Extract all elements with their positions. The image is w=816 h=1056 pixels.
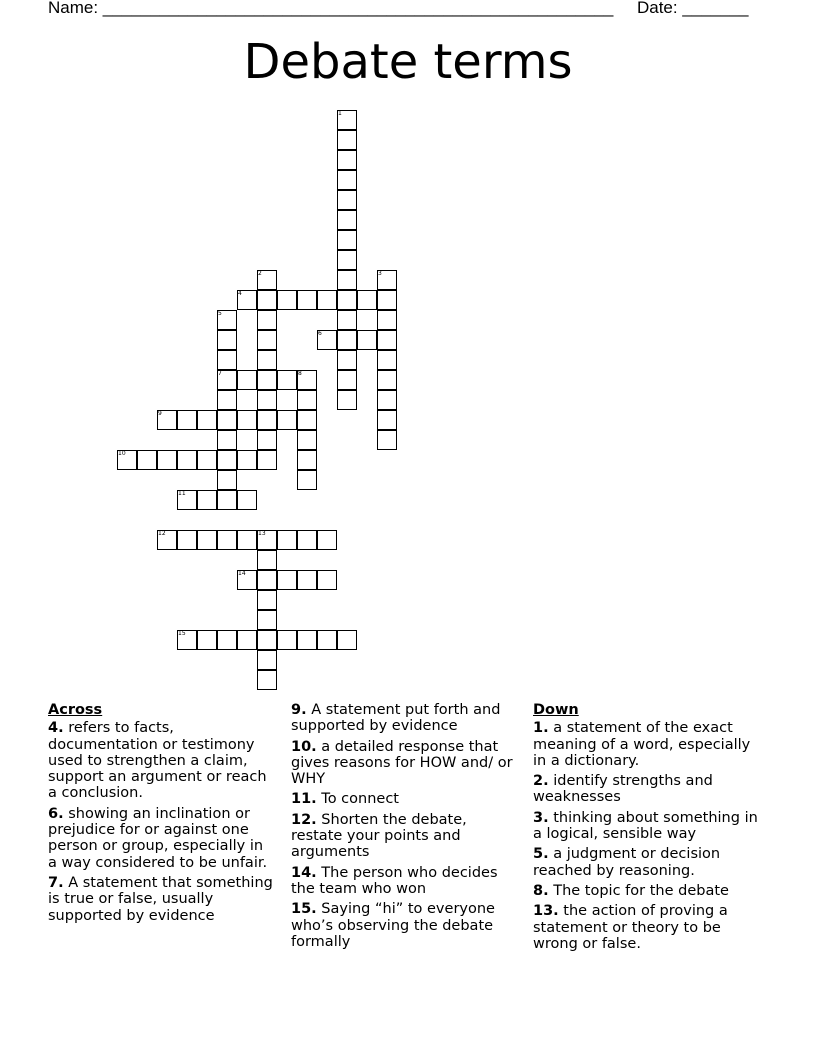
cell-number: 13 (258, 530, 266, 537)
grid-cell[interactable] (197, 410, 217, 430)
grid-cell[interactable] (137, 450, 157, 470)
grid-cell[interactable] (197, 490, 217, 510)
grid-cell[interactable] (237, 370, 257, 390)
grid-cell[interactable] (317, 290, 337, 310)
grid-cell[interactable] (217, 450, 237, 470)
grid-cell[interactable] (217, 350, 237, 370)
cell-number: 2 (258, 270, 262, 277)
cell-number: 5 (218, 310, 222, 317)
grid-cell[interactable] (277, 410, 297, 430)
grid-cell[interactable] (217, 530, 237, 550)
clue-text: Saying “hi” to everyone who’s observing the debate formally (291, 901, 495, 950)
clue-text: The person who decides the team who won (291, 864, 498, 897)
clue-text: showing an inclination or prejudice for or against one person or group, especially in a way considered to be unfair. (48, 805, 268, 871)
clue-item (48, 875, 276, 924)
grid-cell[interactable] (377, 330, 397, 350)
grid-cell[interactable] (337, 630, 357, 650)
grid-cell[interactable] (197, 630, 217, 650)
cell-number: 6 (318, 330, 322, 337)
clue-item (291, 739, 521, 788)
grid-cell[interactable] (297, 430, 317, 450)
clue-item (291, 865, 521, 898)
grid-cell[interactable] (337, 370, 357, 390)
grid-cell[interactable] (377, 390, 397, 410)
grid-cell[interactable] (317, 530, 337, 550)
clue-item (533, 903, 763, 952)
grid-cell[interactable] (297, 630, 317, 650)
grid-cell[interactable] (337, 330, 357, 350)
grid-cell[interactable] (337, 310, 357, 330)
clue-text: a judgment or decision reached by reasoning. (533, 846, 721, 879)
cell-number: 14 (238, 570, 246, 577)
clue-item (291, 702, 521, 735)
grid-cell[interactable] (217, 410, 237, 430)
grid-cell[interactable] (277, 370, 297, 390)
page-title: Debate terms (243, 34, 573, 90)
clue-text: a statement of the exact meaning of a word, especially in a dictionary. (533, 720, 751, 769)
clue-item (533, 810, 763, 843)
grid-cell[interactable] (317, 630, 337, 650)
grid-cell[interactable] (337, 270, 357, 290)
cell-number: 1 (338, 110, 342, 117)
clue-number: 10. (291, 738, 317, 755)
grid-cell[interactable] (257, 310, 277, 330)
clue-text: refers to facts, documentation or testimony used to strengthen a claim, support an argument or reach a conclusion. (48, 720, 267, 802)
grid-cell[interactable] (337, 350, 357, 370)
clue-item (48, 720, 276, 801)
grid-cell[interactable] (257, 370, 277, 390)
grid-cell[interactable] (277, 290, 297, 310)
grid-cell[interactable] (257, 290, 277, 310)
clue-item (291, 812, 521, 861)
grid-cell[interactable] (297, 470, 317, 490)
clue-number: 1. (533, 720, 549, 737)
clue-number: 11. (291, 791, 317, 808)
cell-number: 8 (298, 370, 302, 377)
grid-cell[interactable] (377, 290, 397, 310)
cell-number: 9 (158, 410, 162, 417)
clue-text: a detailed response that gives reasons for HOW and/ or WHY (291, 738, 513, 788)
cell-number: 4 (238, 290, 242, 297)
grid-cell[interactable] (217, 330, 237, 350)
clue-number: 14. (291, 864, 317, 881)
clue-number: 5. (533, 846, 549, 863)
cell-number: 7 (218, 370, 222, 377)
grid-cell[interactable] (337, 190, 357, 210)
grid-cell[interactable] (257, 610, 277, 630)
grid-cell[interactable] (237, 450, 257, 470)
grid-cell[interactable] (237, 490, 257, 510)
clue-item (48, 806, 276, 871)
grid-cell[interactable] (377, 350, 397, 370)
grid-cell[interactable] (277, 570, 297, 590)
grid-cell[interactable] (337, 230, 357, 250)
grid-cell[interactable] (257, 570, 277, 590)
cell-number: 10 (118, 450, 126, 457)
name-date-line[interactable]: Name: ______________________________________________________ Date: _______ (48, 0, 749, 17)
grid-cell[interactable] (257, 430, 277, 450)
grid-cell[interactable] (237, 630, 257, 650)
grid-cell[interactable] (337, 290, 357, 310)
clue-item (533, 846, 763, 879)
clue-text: A statement put forth and supported by evidence (291, 702, 501, 735)
grid-cell[interactable] (297, 390, 317, 410)
grid-cell[interactable] (197, 450, 217, 470)
grid-cell[interactable] (377, 310, 397, 330)
grid-cell[interactable] (257, 590, 277, 610)
grid-cell[interactable] (377, 430, 397, 450)
clue-item (533, 773, 763, 806)
clue-number: 8. (533, 882, 549, 899)
grid-cell[interactable] (337, 210, 357, 230)
clue-text: Shorten the debate, restate your points and arguments (291, 811, 467, 861)
grid-cell[interactable] (297, 290, 317, 310)
grid-cell[interactable] (277, 530, 297, 550)
clue-number: 13. (533, 903, 559, 920)
grid-cell[interactable] (257, 630, 277, 650)
clue-number: 4. (48, 720, 64, 737)
grid-cell[interactable] (357, 290, 377, 310)
grid-cell[interactable] (257, 350, 277, 370)
clue-text: identify strengths and weaknesses (533, 773, 713, 806)
grid-cell[interactable] (337, 130, 357, 150)
clue-text: The topic for the debate (548, 882, 729, 899)
across-heading: Across (48, 702, 103, 718)
cell-number: 11 (178, 490, 186, 497)
cell-number: 12 (158, 530, 166, 537)
grid-cell[interactable] (257, 410, 277, 430)
grid-cell[interactable] (337, 390, 357, 410)
grid-cell[interactable] (237, 410, 257, 430)
grid-cell[interactable] (257, 390, 277, 410)
grid-cell[interactable] (297, 450, 317, 470)
cell-number: 3 (378, 270, 382, 277)
grid-cell[interactable] (237, 530, 257, 550)
clue-number: 12. (291, 811, 317, 828)
grid-cell[interactable] (257, 670, 277, 690)
grid-cell[interactable] (297, 570, 317, 590)
clue-number: 3. (533, 809, 549, 826)
down-clues (533, 702, 763, 956)
grid-cell[interactable] (177, 450, 197, 470)
across-clues-col2 (291, 702, 521, 954)
grid-cell[interactable] (217, 470, 237, 490)
clue-number: 7. (48, 874, 64, 891)
grid-cell[interactable] (257, 550, 277, 570)
cell-number: 15 (178, 630, 186, 637)
clue-item (291, 791, 521, 807)
grid-cell[interactable] (297, 410, 317, 430)
grid-cell[interactable] (197, 530, 217, 550)
grid-cell[interactable] (217, 630, 237, 650)
grid-cell[interactable] (217, 490, 237, 510)
grid-cell[interactable] (357, 330, 377, 350)
grid-cell[interactable] (337, 250, 357, 270)
clue-text: To connect (316, 791, 399, 808)
grid-cell[interactable] (377, 370, 397, 390)
clue-number: 6. (48, 805, 64, 822)
clue-text: the action of proving a statement or theory to be wrong or false. (533, 903, 728, 952)
clue-item (533, 720, 763, 769)
down-heading: Down (533, 702, 579, 718)
clue-text: A statement that something is true or false, usually supported by evidence (48, 874, 273, 924)
grid-cell[interactable] (257, 330, 277, 350)
grid-cell[interactable] (297, 530, 317, 550)
grid-cell[interactable] (337, 170, 357, 190)
grid-cell[interactable] (257, 450, 277, 470)
clue-number: 15. (291, 901, 317, 918)
clue-text: thinking about something in a logical, sensible way (533, 809, 758, 843)
grid-cell[interactable] (157, 450, 177, 470)
grid-cell[interactable] (257, 650, 277, 670)
grid-cell[interactable] (217, 430, 237, 450)
grid-cell[interactable] (317, 570, 337, 590)
grid-cell[interactable] (177, 530, 197, 550)
grid-cell[interactable] (337, 150, 357, 170)
across-clues-col1 (48, 702, 276, 928)
clue-number: 2. (533, 773, 549, 790)
grid-cell[interactable] (177, 410, 197, 430)
grid-cell[interactable] (277, 630, 297, 650)
grid-cell[interactable] (217, 390, 237, 410)
grid-cell[interactable] (377, 410, 397, 430)
clue-item (533, 883, 763, 899)
clue-number: 9. (291, 702, 307, 718)
clue-item (291, 901, 521, 950)
